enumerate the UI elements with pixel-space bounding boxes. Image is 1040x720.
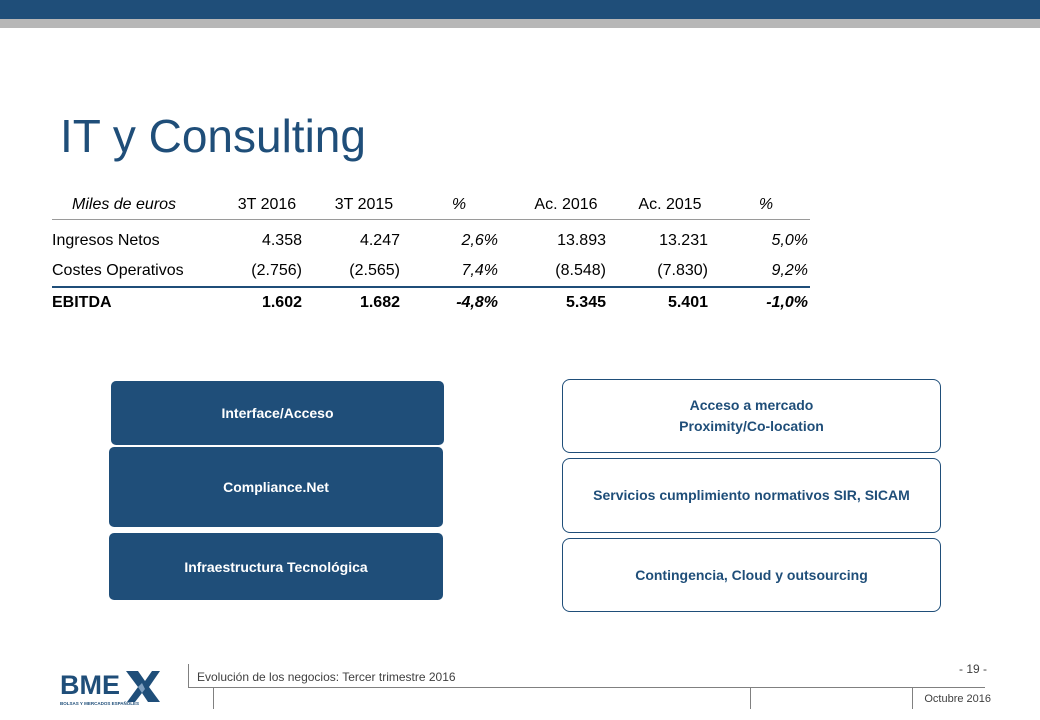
footer-rule	[188, 687, 985, 688]
box-contingencia	[562, 538, 941, 612]
header-col-3t2015: 3T 2015	[334, 196, 394, 213]
footer-section-title: Evolución de los negocios: Tercer trimestre 2016	[197, 670, 456, 684]
cell-ac2015: 13.231	[659, 232, 708, 249]
top-bar-grey	[0, 19, 1040, 28]
header-col-3t2016: 3T 2016	[237, 196, 297, 213]
footer-divider	[750, 687, 751, 709]
cell-ac2015: (7.830)	[657, 262, 708, 279]
cell-pct-quarter: 2,6%	[461, 232, 498, 249]
footer-divider	[213, 687, 214, 709]
cell-3t2015: (2.565)	[349, 262, 400, 279]
logo-subtext: BOLSAS Y MERCADOS ESPAÑOLES	[60, 701, 140, 706]
cell-3t2016: 4.358	[261, 232, 302, 249]
cell-pct-accum: 5,0%	[771, 232, 808, 249]
cell-ac2015: 5.401	[667, 294, 708, 311]
header-col-ac2016: Ac. 2016	[534, 196, 598, 213]
cell-pct-quarter: -4,8%	[456, 294, 498, 311]
cell-3t2016: 1.602	[261, 294, 302, 311]
box-infraestructura: Infraestructura Tecnológica	[109, 533, 443, 600]
page-title: IT y Consulting	[60, 110, 366, 162]
box-line: Contingencia, Cloud y outsourcing	[635, 566, 868, 583]
cell-ac2016: (8.548)	[555, 262, 606, 279]
financial-table	[52, 190, 810, 317]
header-col-pct-quarter: %	[451, 196, 467, 213]
box-line: Servicios cumplimiento normativos SIR, SICAM	[593, 487, 910, 503]
cell-3t2015: 4.247	[359, 232, 400, 249]
box-interface-acceso: Interface/Acceso	[111, 381, 444, 445]
box-line: Proximity/Co-location	[679, 418, 824, 434]
page-number: - 19 -	[958, 662, 987, 676]
row-label: Ingresos Netos	[52, 232, 160, 249]
cell-pct-accum: 9,2%	[771, 262, 808, 279]
footer-divider	[912, 687, 913, 709]
logo-text: BME	[60, 670, 120, 700]
footer-date: Octubre 2016	[924, 693, 991, 705]
box-compliance-net: Compliance.Net	[109, 447, 443, 527]
cell-3t2016: (2.756)	[251, 262, 302, 279]
row-label: Costes Operativos	[52, 262, 184, 279]
box-acceso-mercado	[562, 379, 941, 453]
box-line: Acceso a mercado	[689, 397, 814, 413]
header-col-pct-accum: %	[758, 196, 774, 213]
cell-ac2016: 13.893	[557, 232, 606, 249]
table-row-ingresos	[52, 226, 810, 256]
cell-ac2016: 5.345	[565, 294, 606, 311]
header-units: Miles de euros	[72, 196, 177, 213]
table-row-costes	[52, 256, 810, 286]
bme-logo	[60, 668, 165, 710]
header-col-ac2015: Ac. 2015	[638, 196, 702, 213]
footer-divider	[188, 664, 189, 688]
table-row-ebitda	[52, 286, 810, 317]
cell-3t2015: 1.682	[359, 294, 400, 311]
logo-x-mark	[126, 671, 160, 702]
box-servicios-cumplimiento	[562, 458, 941, 533]
cell-pct-accum: -1,0%	[766, 294, 808, 311]
row-label: EBITDA	[52, 294, 112, 311]
top-bar-blue	[0, 0, 1040, 19]
table-header-row	[52, 190, 810, 220]
cell-pct-quarter: 7,4%	[461, 262, 498, 279]
